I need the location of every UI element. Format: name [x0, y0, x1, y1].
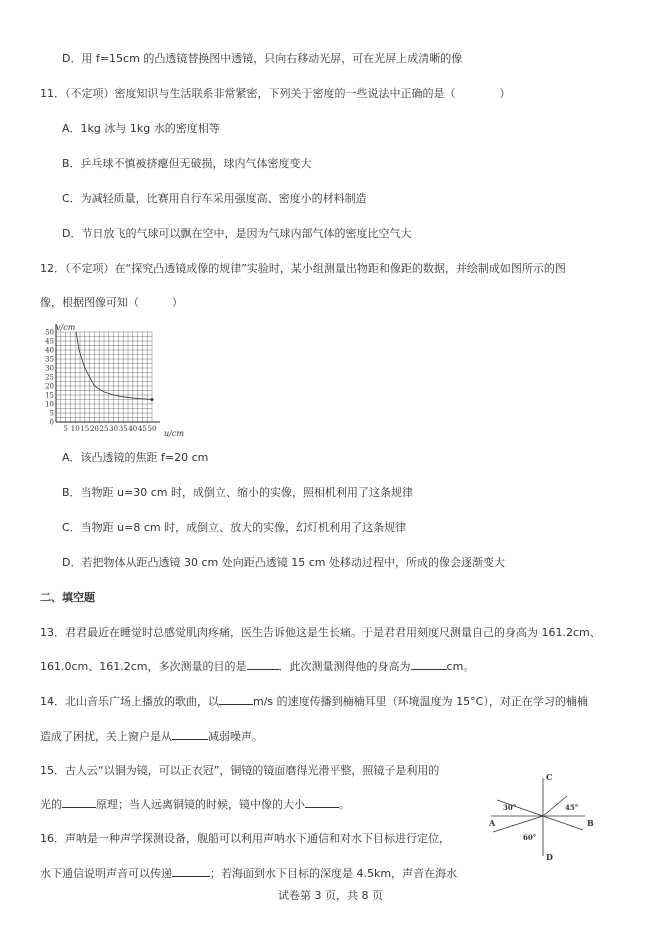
q12-option-b: B．当物距 u=30 cm 时，成倒立、缩小的实像，照相机利用了这条规律: [62, 486, 413, 499]
angle-45-label: 45°: [565, 803, 579, 812]
x-tick-label: 35: [118, 425, 128, 433]
x-tick-label: 20: [89, 425, 99, 433]
q12-option-c: C．当物距 u=8 cm 时，成倒立、放大的实像，幻灯机利用了这条规律: [62, 521, 407, 534]
q15-line1: 15．古人云“以铜为镜，可以正衣冠”，铜镜的镜面磨得光滑平整，照镜子是利用的: [40, 764, 440, 777]
q13-line1: 13．君君最近在睡觉时总感觉肌肉疼痛，医生告诉他这是生长痛。于是君君用刻度尺测量自己的身高为 161.2cm、: [40, 626, 601, 639]
q14-text-a: 14．北山音乐广场上播放的歌曲，以: [40, 695, 219, 708]
y-tick-label: 20: [45, 382, 54, 391]
q12-option-a: A．该凸透镜的焦距 f=20 cm: [62, 451, 209, 464]
x-tick-label: 10: [70, 425, 80, 433]
y-tick-label: 5: [49, 409, 54, 418]
q11-option-b: B．乒乓球不慎被挤瘪但无破损，球内气体密度变大: [62, 157, 312, 170]
graph-grid: [56, 332, 152, 422]
q14-text-b: m/s 的速度传播到楠楠耳里（环境温度为 15°C），对正在学习的楠楠: [253, 695, 588, 708]
y-tick-label: 30: [45, 364, 54, 373]
y-tick-label: 35: [45, 355, 54, 364]
x-tick-label: 15: [80, 425, 90, 433]
ray-2: [543, 796, 567, 816]
q15-blank-2[interactable]: [305, 797, 339, 808]
y-tick-label: 0: [49, 418, 54, 427]
q10-option-d: D．用 f=15cm 的凸透镜替换图中透镜，只向右移动光屏，可在光屏上成清晰的像: [62, 52, 463, 65]
graph-axes: [56, 324, 160, 422]
q13-text-c: cm。: [446, 660, 475, 673]
q14-blank-1[interactable]: [219, 694, 253, 705]
q12-stem-line2: 像，根据图像可知（ ）: [40, 296, 183, 309]
q13-line2: [40, 659, 474, 674]
q14-blank-2[interactable]: [172, 729, 208, 740]
y-tick-label: 40: [45, 346, 54, 355]
label-a: A: [489, 818, 496, 828]
ray-4: [493, 816, 543, 832]
q16-line2: [40, 866, 457, 881]
y-tick-label: 10: [45, 400, 54, 409]
q16-text-b: ；若海面到水下目标的深度是 4.5km，声音在海水: [210, 867, 458, 880]
q14-line2: [40, 729, 263, 744]
q13-text-b: ．此次测量测得他的身高为: [278, 660, 411, 673]
graph-curve: [76, 332, 152, 400]
q11-stem: 11．（不定项）密度知识与生活联系非常紧密，下列关于密度的一些说法中正确的是（ ）: [40, 87, 511, 100]
y-tick-label: 15: [45, 391, 54, 400]
q11-option-d: D．节日放飞的气球可以飘在空中，是因为气球内部气体的密度比空气大: [62, 227, 412, 240]
q13-blank-1[interactable]: [247, 659, 279, 670]
angle-30-label: 30°: [503, 803, 517, 812]
x-tick-label: 40: [128, 425, 138, 433]
q13-blank-2[interactable]: [411, 659, 447, 670]
q16-text-a: 水下通信说明声音可以传递: [40, 867, 172, 880]
q11-option-c: C．为减轻质量，比赛用自行车采用强度高、密度小的材料制造: [62, 192, 367, 205]
x-tick-label: 50: [147, 425, 157, 433]
q12-option-d: D．若把物体从距凸透镜 30 cm 处向距凸透镜 15 cm 处移动过程中，所成的像会逐渐变大: [62, 556, 505, 569]
page-footer: 试卷第 3 页，共 8 页: [278, 889, 383, 902]
angle-60-label: 60°: [523, 833, 537, 842]
x-tick-label: 5: [63, 425, 68, 433]
section-title-fill-blank: 二、填空题: [40, 591, 95, 604]
x-tick-label: 30: [109, 425, 119, 433]
label-c: C: [546, 772, 553, 782]
x-tick-label: 25: [99, 425, 109, 433]
q11-option-a: A．1kg 冰与 1kg 水的密度相等: [62, 122, 220, 135]
x-tick-label: 45: [137, 425, 147, 433]
q15-text-b: 原理；当人远离铜镜的时候，镜中像的大小: [96, 798, 305, 811]
label-d: D: [546, 852, 553, 862]
graph-endpoint: [151, 398, 154, 401]
mirror-reflection-figure: [485, 770, 605, 862]
q14-line1: [40, 694, 588, 709]
q16-blank-1[interactable]: [172, 866, 210, 877]
label-b: B: [587, 818, 594, 828]
q15-blank-1[interactable]: [62, 797, 96, 808]
q12-stem-line1: 12．（不定项）在“探究凸透镜成像的规律”实验时，某小组测量出物距和像距的数据，并绘制成如图所示的图: [40, 262, 566, 275]
x-axis-label: u/cm: [164, 429, 184, 438]
q16-line1: 16．声呐是一种声学探测设备，舰船可以利用声呐水下通信和对水下目标进行定位，: [40, 832, 450, 845]
ray-3: [543, 816, 583, 830]
q14-text-d: 减弱噪声。: [208, 730, 263, 743]
y-tick-label: 25: [45, 373, 54, 382]
y-tick-label: 50: [45, 328, 54, 337]
q15-line2: [40, 797, 350, 812]
q15-text-c: 。: [339, 798, 350, 811]
y-tick-label: 45: [45, 337, 54, 346]
lens-image-distance-graph: [36, 320, 196, 440]
q14-text-c: 造成了困扰，关上窗户是从: [40, 730, 172, 743]
q15-text-a: 光的: [40, 798, 62, 811]
y-axis-label: v/cm: [56, 323, 76, 332]
q13-text-a: 161.0cm、161.2cm，多次测量的目的是: [40, 660, 247, 673]
